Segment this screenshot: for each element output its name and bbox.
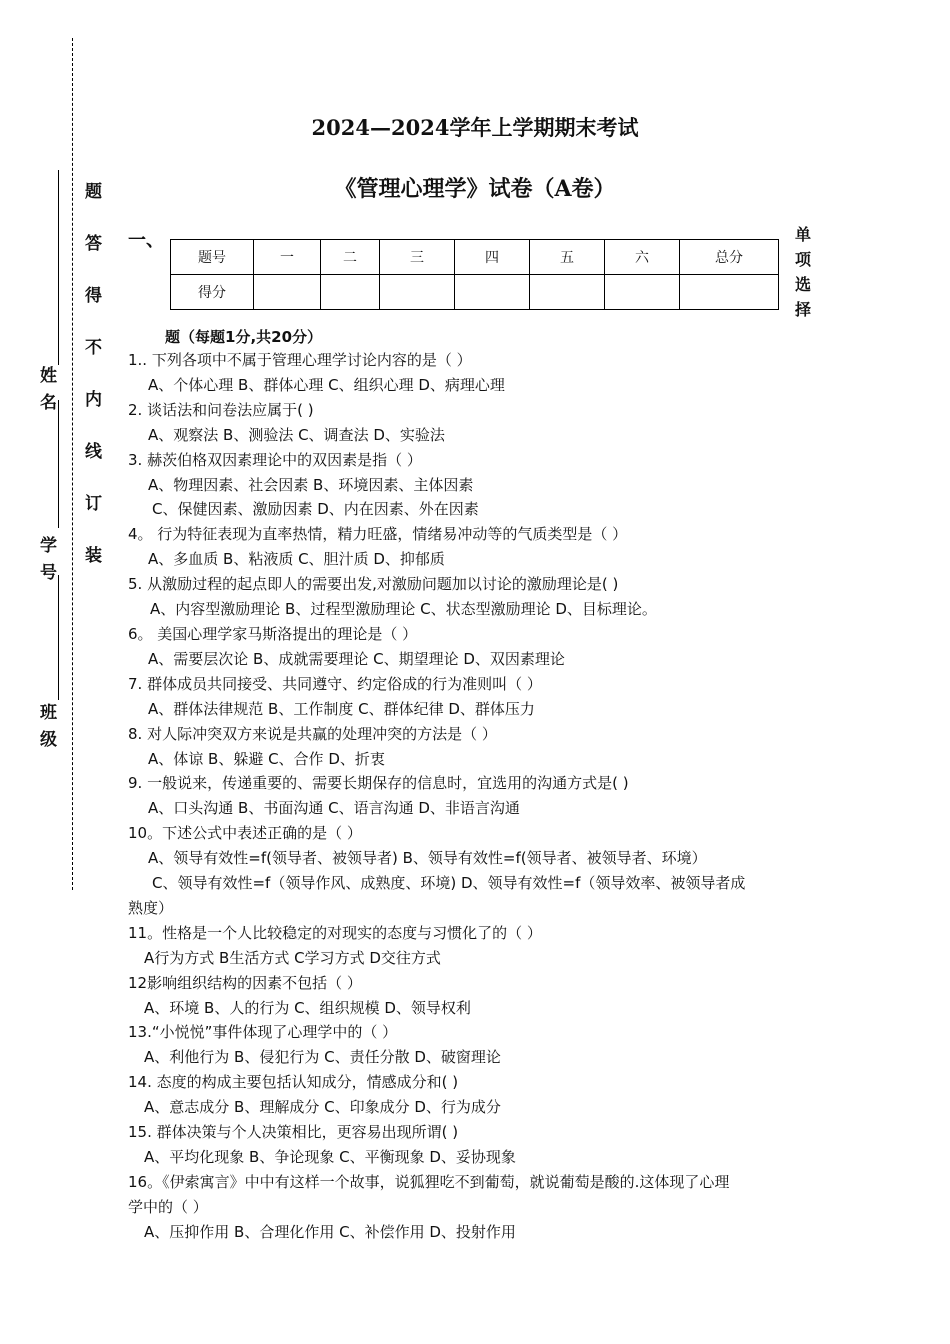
binding-warning-char: 题 [85, 182, 102, 202]
question-line: A、平均化现象 B、争论现象 C、平衡现象 D、妥协现象 [144, 1148, 516, 1166]
id-label [40, 538, 57, 592]
question-line: 4。 行为特征表现为直率热情，精力旺盛，情绪易冲动等的气质类型是（ ） [128, 525, 628, 544]
question-line: 5. 从激励过程的起点即人的需要出发,对激励问题加以讨论的激励理论是( ) [128, 575, 619, 594]
question-line: 8. 对人际冲突双方来说是共赢的处理冲突的方法是（ ） [128, 724, 497, 743]
question-line: A、物理因素、社会因素 B、环境因素、主体因素 [148, 475, 474, 494]
binding-warning-char: 得 [85, 286, 102, 306]
id-label-char: 号 [40, 563, 57, 583]
score-table-cell: 六 [605, 240, 680, 275]
score-table-cell: 五 [530, 240, 605, 275]
class-fill-line[interactable] [58, 575, 59, 700]
question-line: A、多血质 B、粘液质 C、胆汁质 D、抑郁质 [148, 550, 445, 569]
question-line: 10。下述公式中表述正确的是（ ） [128, 824, 362, 843]
score-table-header-row [171, 240, 779, 275]
class-label-char: 班 [40, 703, 57, 723]
binding-warning-char: 线 [85, 442, 102, 462]
score-table-cell: 一 [254, 240, 321, 275]
question-line: 1.. 下列各项中不属于管理心理学讨论内容的是（ ） [128, 351, 472, 369]
question-line: A、体谅 B、躲避 C、合作 D、折衷 [148, 749, 385, 768]
name-label [40, 368, 57, 422]
question-line: A、内容型激励理论 B、过程型激励理论 C、状态型激励理论 D、目标理论。 [150, 600, 657, 619]
score-input-cell[interactable] [380, 275, 455, 310]
paper-title: 《管理心理学》试卷（A卷） [334, 176, 616, 202]
score-table [170, 239, 779, 310]
exam-title: 2024—2024学年上学期期末考试 [311, 115, 639, 140]
question-line: 3. 赫茨伯格双因素理论中的双因素是指（ ） [128, 450, 422, 469]
score-table-cell: 二 [321, 240, 380, 275]
question-line: A、环境 B、人的行为 C、组织规模 D、领导权利 [144, 998, 471, 1017]
score-input-cell[interactable] [605, 275, 680, 310]
section-number: 一、 [128, 230, 164, 251]
score-table-cell: 得分 [171, 275, 254, 310]
binding-warning-char: 装 [85, 546, 102, 566]
question-line: 熟度） [128, 898, 174, 917]
question-line: 16。《伊索寓言》中中有这样一个故事，说狐狸吃不到葡萄，就说葡萄是酸的.这体现了心理 [128, 1172, 730, 1191]
question-line: A、需要层次论 B、成就需要理论 C、期望理论 D、双因素理论 [148, 649, 565, 668]
binding-warning-vertical [85, 184, 102, 600]
binding-warning-char: 订 [85, 494, 102, 514]
score-table-cell: 总分 [680, 240, 779, 275]
question-line: 13.“小悦悦”事件体现了心理学中的（ ） [128, 1023, 398, 1042]
question-line: A、群体法律规范 B、工作制度 C、群体纪律 D、群体压力 [148, 699, 535, 718]
question-line: 2. 谈话法和问卷法应属于( ) [128, 400, 314, 419]
section-title-char: 择 [795, 300, 812, 319]
question-line: 学中的（ ） [128, 1197, 208, 1216]
question-line: A行为方式 B生活方式 C学习方式 D交往方式 [144, 948, 441, 967]
score-input-cell[interactable] [680, 275, 779, 310]
name-label-char: 名 [40, 393, 57, 413]
question-line: A、个体心理 B、群体心理 C、组织心理 D、病理心理 [148, 375, 505, 394]
class-label [40, 705, 57, 759]
score-input-cell[interactable] [530, 275, 605, 310]
question-line: C、保健因素、激励因素 D、内在因素、外在因素 [152, 500, 479, 519]
question-list [128, 348, 828, 1245]
score-table-cell: 四 [455, 240, 530, 275]
question-line: A、意志成分 B、理解成分 C、印象成分 D、行为成分 [144, 1098, 501, 1117]
question-line: 15. 群体决策与个人决策相比，更容易出现所谓( ) [128, 1123, 459, 1142]
question-line: 14. 态度的构成主要包括认知成分，情感成分和( ) [128, 1073, 459, 1092]
binding-warning-char: 答 [85, 234, 102, 254]
section-title-char: 选 [795, 275, 812, 294]
question-line: 12影响组织结构的因素不包括（ ） [128, 973, 362, 992]
score-input-cell[interactable] [321, 275, 380, 310]
question-line: 9. 一般说来，传递重要的、需要长期保存的信息时，宜选用的沟通方式是( ) [128, 774, 629, 793]
question-line: A、口头沟通 B、书面沟通 C、语言沟通 D、非语言沟通 [148, 799, 520, 818]
question-line: 11。性格是一个人比较稳定的对现实的态度与习惯化了的（ ） [128, 923, 542, 942]
binding-dashed-line [72, 38, 73, 890]
section-title-char: 项 [795, 250, 812, 269]
question-line: 6。 美国心理学家马斯洛提出的理论是（ ） [128, 624, 418, 643]
id-fill-line[interactable] [58, 400, 59, 528]
score-input-cell[interactable] [455, 275, 530, 310]
question-line: A、观察法 B、测验法 C、调查法 D、实验法 [148, 425, 445, 444]
section-title-char: 单 [795, 225, 812, 244]
question-line: A、利他行为 B、侵犯行为 C、责任分散 D、破窗理论 [144, 1048, 501, 1067]
score-table-cell: 题号 [171, 240, 254, 275]
question-line: A、压抑作用 B、合理化作用 C、补偿作用 D、投射作用 [144, 1222, 516, 1241]
binding-warning-char: 不 [85, 338, 102, 358]
section-title-tail: 题（每题1分,共20分） [165, 328, 323, 346]
question-line: 7. 群体成员共同接受、共同遵守、约定俗成的行为准则叫（ ） [128, 674, 542, 693]
binding-warning-char: 内 [85, 390, 102, 410]
score-table-score-row [171, 275, 779, 310]
section-title-vertical [795, 227, 811, 327]
score-input-cell[interactable] [254, 275, 321, 310]
class-label-char: 级 [40, 730, 57, 750]
name-label-char: 姓 [40, 366, 57, 386]
question-line: C、领导有效性=f（领导作风、成熟度、环境) D、领导有效性=f（领导效率、被领导者成 [152, 874, 746, 893]
question-line: A、领导有效性=f(领导者、被领导者) B、领导有效性=f(领导者、被领导者、环境） [148, 849, 707, 868]
score-table-cell: 三 [380, 240, 455, 275]
id-label-char: 学 [40, 536, 57, 556]
